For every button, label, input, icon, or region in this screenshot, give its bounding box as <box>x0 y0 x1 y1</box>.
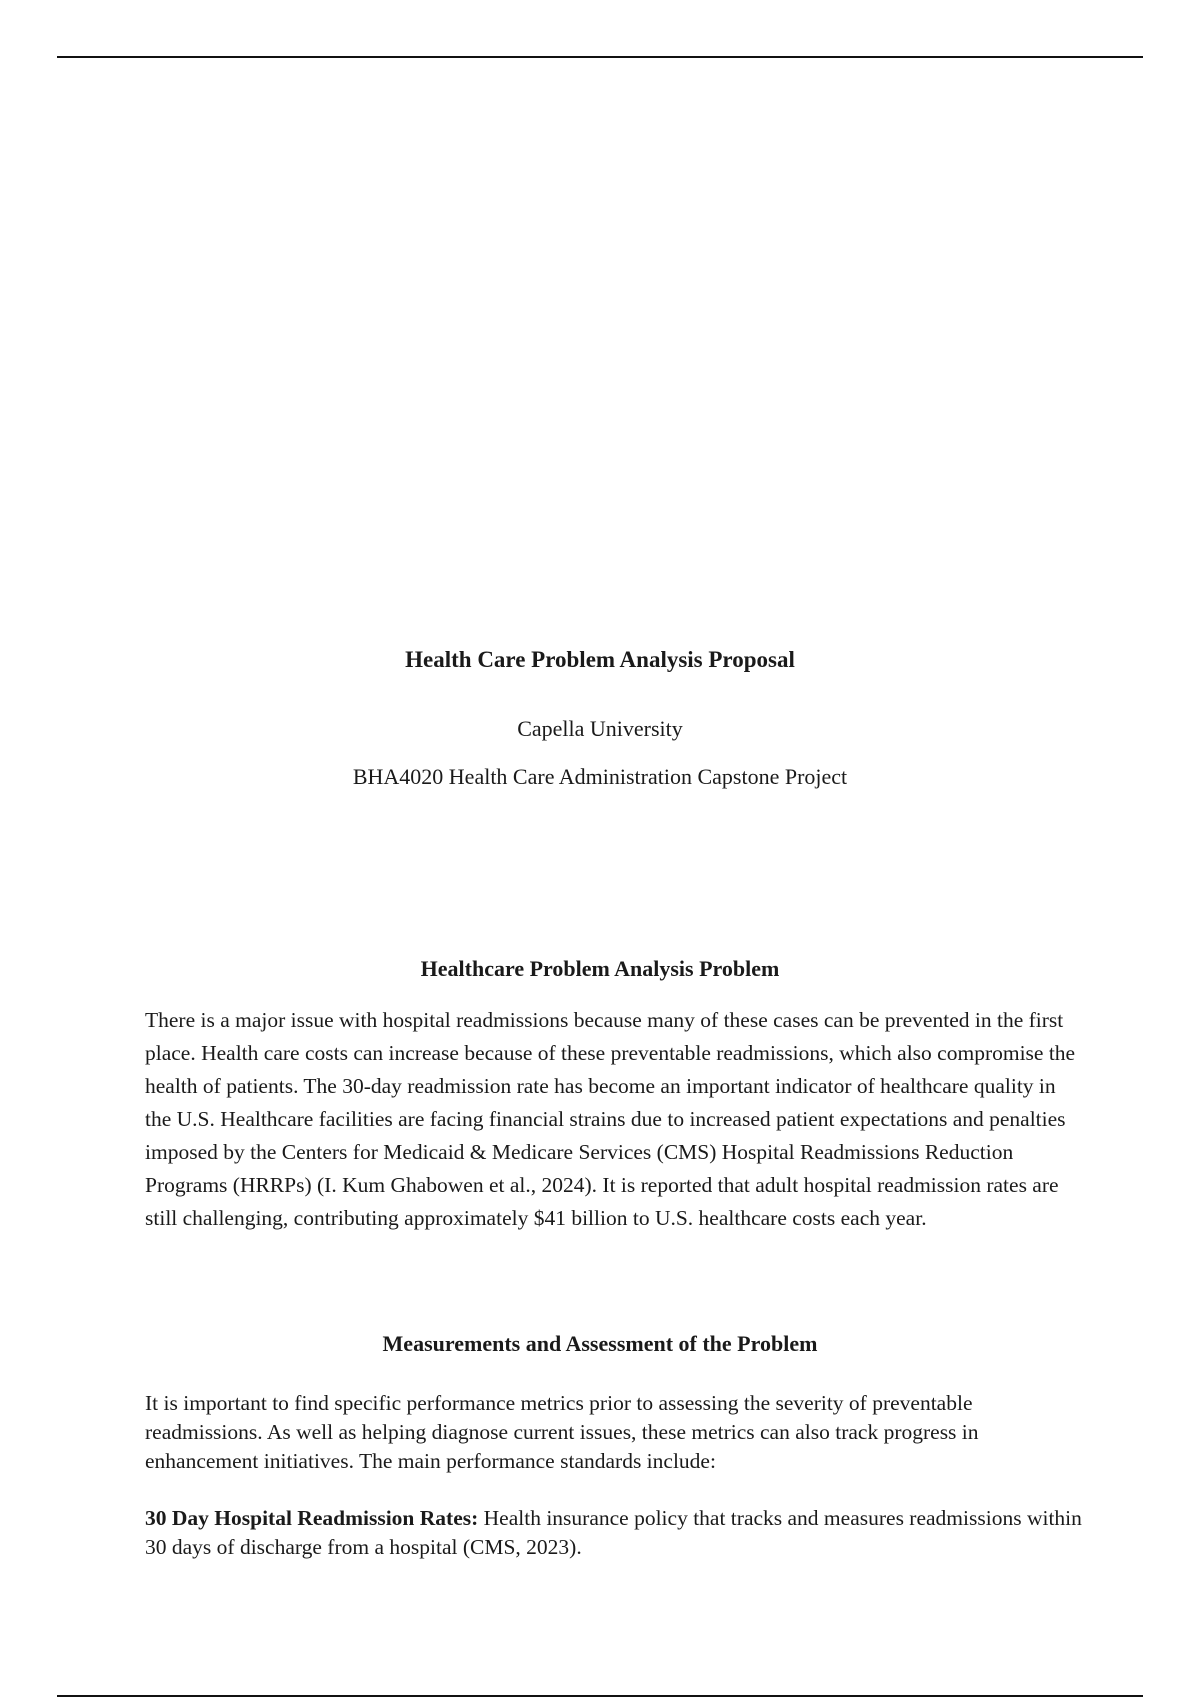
metric-term: 30 Day Hospital Readmission Rates: <box>145 1506 479 1530</box>
page-title: Health Care Problem Analysis Proposal <box>405 647 795 672</box>
course-title: BHA4020 Health Care Administration Capstone Project <box>352 764 848 789</box>
header-rule <box>57 56 1143 58</box>
section-heading-measurements: Measurements and Assessment of the Problem <box>382 1331 818 1356</box>
institution-name: Capella University <box>517 716 683 741</box>
measurements-paragraph: It is important to find specific performance metrics prior to assessing the severity of preventable readmissions. As well as helping diagnose current issues, these metrics can also track progress in enhancement initiatives. The main performance standards include: <box>145 1391 979 1473</box>
section-heading-problem: Healthcare Problem Analysis Problem <box>420 956 780 981</box>
problem-paragraph: There is a major issue with hospital readmissions because many of these cases can be prevented in the first place. Health care costs can increase because of these preventable readmissions, which also compromise the health of patients. The 30-day readmission rate has become an important indicator of healthcare quality in the U.S. Healthcare facilities are facing financial strains due to increased patient expectations and penalties imposed by the Centers for Medicaid & Medicare Services (CMS) Hospital Readmissions Reduction Programs (HRRPs) (I. Kum Ghabowen et al., 2024). It is reported that adult hospital readmission rates are still challenging, contributing approximately $41 billion to U.S. healthcare costs each year. <box>145 1008 1076 1230</box>
metric-item <box>145 1504 1085 1562</box>
metric-description: Health insurance policy that tracks and measures readmissions within 30 days of discharge from a hospital (CMS, 2023). <box>145 1506 1082 1559</box>
footer-rule <box>57 1695 1143 1697</box>
